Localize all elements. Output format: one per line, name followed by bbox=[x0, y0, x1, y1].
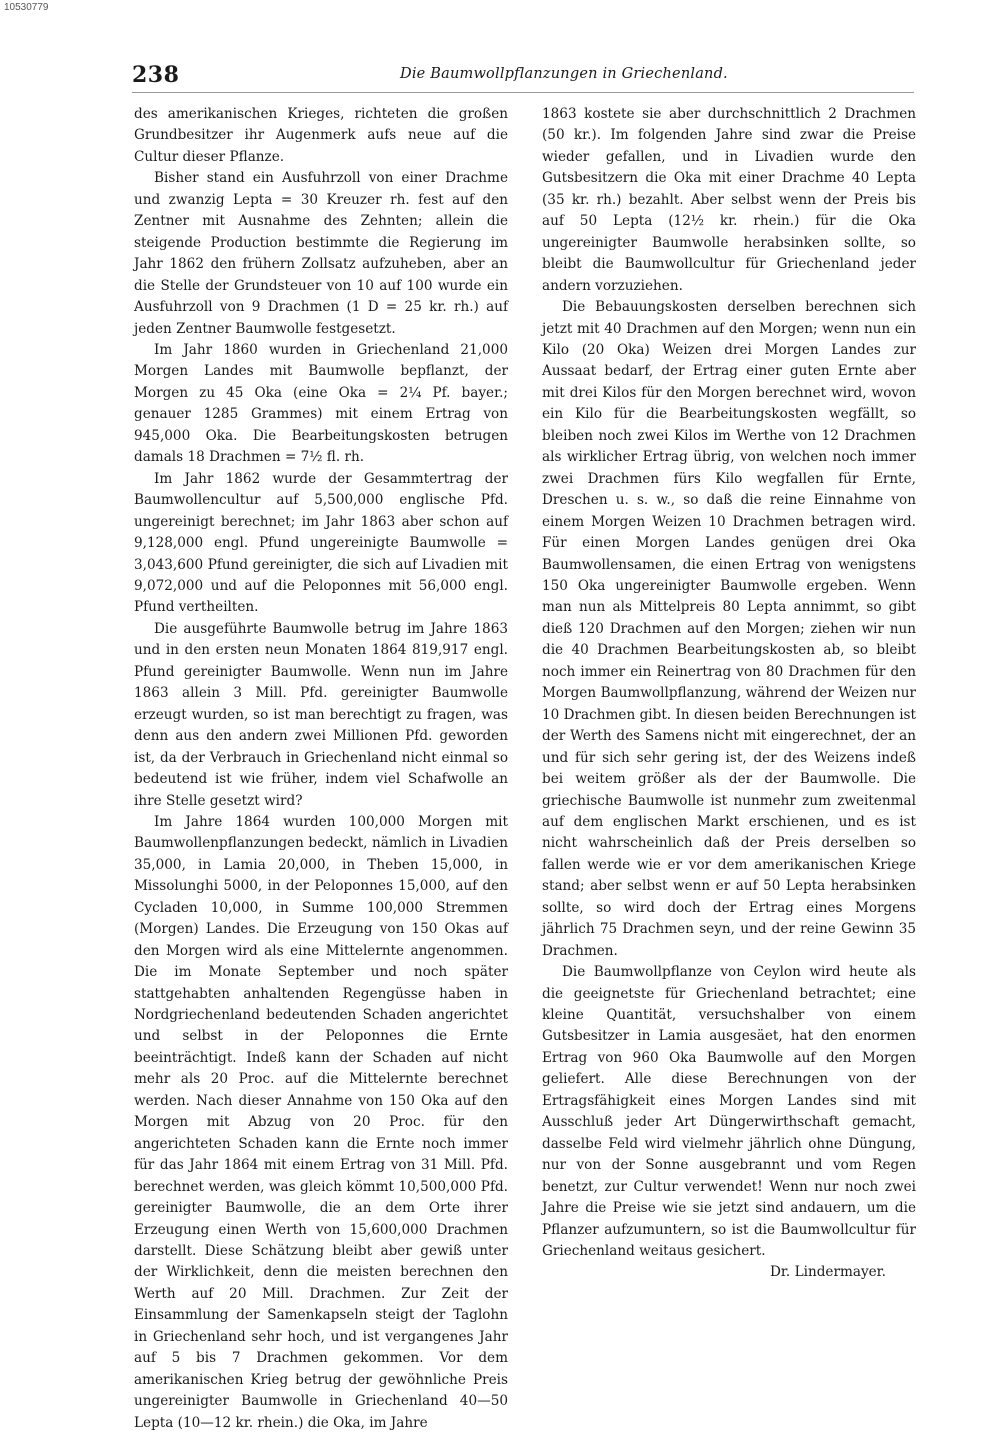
left-column bbox=[134, 104, 508, 1434]
author-signature: Dr. Lindermayer. bbox=[770, 1264, 886, 1281]
paragraph: Im Jahr 1860 wurden in Griechenland 21,000 Morgen Landes mit Baumwolle bepflanzt, der Morgen zu 45 Oka (eine Oka = 2¼ Pf. bayer.; genauer 1285 Grammes) mit einem Ertrag von 945,000 Oka. Die Bearbeitungskosten betrugen damals 18 Drachmen = 7½ fl. rh. bbox=[134, 341, 508, 466]
paragraph: 1863 kostete sie aber durchschnittlich 2 Drachmen (50 kr.). Im folgenden Jahre sind zwar die Preise wieder gefallen, und in Livadien wurde den Gutsbesitzern die Oka mit einer Drachme 40 Lepta (35 kr. rh.) bezahlt. Aber selbst wenn der Preis bis auf 50 Lepta (12½ kr. rhein.) für die Oka ungereinigter Baumwolle herabsinken sollte, so bleibt die Baumwollcultur für Griechenland jeder andern vorzuziehen. bbox=[542, 106, 916, 294]
scan-id-label: 10530779 bbox=[4, 2, 49, 13]
paragraph: Die ausgeführte Baumwolle betrug im Jahre 1863 und in den ersten neun Monaten 1864 819,917 engl. Pfund gereinigter Baumwolle. Wenn nun im Jahre 1863 allein 3 Mill. Pfd. gereinigter Baumwolle erzeugt wurden, so ist man berechtigt zu fragen, was denn aus den andern zwei Millionen Pfd. geworden ist, da der Verbrauch in Griechenland nicht einmal so bedeutend ist wie früher, indem viel Schafwolle an ihre Stelle gesetzt wird? bbox=[134, 620, 508, 809]
paragraph: Die Baumwollpflanze von Ceylon wird heute als die geeignetste für Griechenland betrachtet; eine kleine Quantität, versuchshalber von einem Gutsbesitzer in Lamia ausgesäet, hat den enormen Ertrag von 960 Oka Baumwolle auf den Morgen geliefert. Alle diese Berechnungen von der Ertragsfähigkeit eines Morgen Landes sind mit Ausschluß jeder Art Düngerwirthschaft gemacht, dasselbe Feld wird vielmehr jährlich ohne Düngung, nur von der Sonne ausgebrannt und vom Regen benetzt, zur Cultur verwendet! Wenn nur noch zwei Jahre die Preise wie sie jetzt sind andauern, um die Pflanzer aufzumuntern, so ist die Baumwollcultur für Griechenland weitaus gesichert. bbox=[542, 964, 916, 1260]
paragraph: des amerikanischen Krieges, richteten die großen Grundbesitzer ihr Augenmerk aufs neue auf die Cultur dieser Pflanze. bbox=[134, 106, 508, 165]
paragraph: Im Jahr 1862 wurde der Gesammtertrag der Baumwollencultur auf 5,500,000 englische Pfd. ungereinigt berechnet; im Jahr 1863 aber schon auf 9,128,000 engl. Pfund ungereinigte Baumwolle = 3,043,600 Pfund gereinigter, die sich auf Livadien mit 9,072,000 und auf die Peloponnes mit 56,000 engl. Pfund vertheilten. bbox=[134, 470, 508, 616]
paragraph: Im Jahre 1864 wurden 100,000 Morgen mit Baumwollenpflanzungen bedeckt, nämlich in Livadien 35,000, in Lamia 20,000, in Theben 15,000, in Missolunghi 5000, in der Peloponnes 15,000, auf den Cycladen 10,000, in Summe 100,000 Stremmen (Morgen) Landes. Die Erzeugung von 150 Okas auf den Morgen wird als eine Mittelernte angenommen. Die im Monate September und noch später stattgehabten anhaltenden Regengüsse haben in Nordgriechenland bedeutenden Schaden angerichtet und selbst in der Peloponnes die Ernte beeinträchtigt. Indeß kann der Schaden auf nicht mehr als 20 Proc. auf die Mittelernte berechnet werden. Nach dieser Annahme von 150 Oka auf den Morgen mit Abzug von 20 Proc. für den angerichteten Schaden kann die Ernte noch immer für das Jahr 1864 mit einem Ertrag von 31 Mill. Pfd. berechnet werden, was gleich kömmt 10,500,000 Pfd. gereinigter Baumwolle, die an dem Orte ihrer Erzeugung einen Werth von 15,600,000 Drachmen darstellt. Diese Schätzung bleibt aber gewiß unter der Wirklichkeit, denn die meisten berechnen den Werth auf 20 Mill. Drachmen. Zur Zeit der Einsammlung der Samenkapseln steigt der Taglohn in Griechenland sehr hoch, und ist vergangenes Jahr auf 5 bis 7 Drachmen gekommen. Vor dem amerikanischen Krieg betrug der gewöhnliche Preis ungereinigter Baumwolle in Griechenland 40—50 Lepta (10—12 kr. rhein.) die Oka, im Jahre bbox=[134, 813, 508, 1431]
right-column bbox=[542, 104, 916, 1284]
page-number: 238 bbox=[132, 62, 180, 88]
paragraph: Bisher stand ein Ausfuhrzoll von einer Drachme und zwanzig Lepta = 30 Kreuzer rh. fest auf den Zentner mit Ausnahme des Zehnten; allein die steigende Production bestimmte die Regierung im Jahr 1862 den frühern Zollsatz aufzuheben, aber an die Stelle der Grundsteuer von 10 auf 100 wurde ein Ausfuhrzoll von 9 Drachmen (1 D = 25 kr. rh.) auf jeden Zentner Baumwolle festgesetzt. bbox=[134, 170, 508, 337]
running-title: Die Baumwollpflanzungen in Griechenland. bbox=[400, 66, 728, 82]
header-rule bbox=[132, 92, 914, 93]
paragraph: Die Bebauungskosten derselben berechnen sich jetzt mit 40 Drachmen auf den Morgen; wenn nun ein Kilo (20 Oka) Weizen drei Morgen Landes zur Aussaat bedarf, der Ertrag einer guten Ernte aber mit drei Kilos für den Morgen berechnet wird, wovon ein Kilo für die Bearbeitungskosten wegfällt, so bleiben noch zwei Kilos im Werthe von 12 Drachmen als wirklicher Ertrag übrig, von welchen noch immer zwei Drachmen fürs Kilo wegfallen für Ernte, Dreschen u. s. w., so daß die reine Einnahme von einem Morgen Weizen 10 Drachmen betragen wird. Für einen Morgen Landes genügen drei Oka Baumwollensamen, die einen Ertrag von wenigstens 150 Oka ungereinigter Baumwolle ergeben. Wenn man nun als Mittelpreis 80 Lepta annimmt, so gibt dieß 120 Drachmen auf den Morgen; ziehen wir nun die 40 Drachmen Bearbeitungskosten ab, so bleibt noch immer ein Reinertrag von 80 Drachmen für den Morgen Baumwollpflanzung, während der Weizen nur 10 Drachmen gibt. In diesen beiden Berechnungen ist der Werth des Samens nicht mit eingerechnet, der an und für sich sehr gering ist, der des Weizens indeß bei weitem größer als der der Baumwolle. Die griechische Baumwolle ist nunmehr zum zweitenmal auf dem englischen Markt erschienen, und es ist nicht wahrscheinlich daß der Preis derselben so fallen werde wie er vor dem amerikanischen Kriege stand; aber selbst wenn er auf 50 Lepta herabsinken sollte, so wird doch der Ertrag eines Morgens jährlich 75 Drachmen seyn, und der reine Gewinn 35 Drachmen. bbox=[542, 299, 916, 959]
